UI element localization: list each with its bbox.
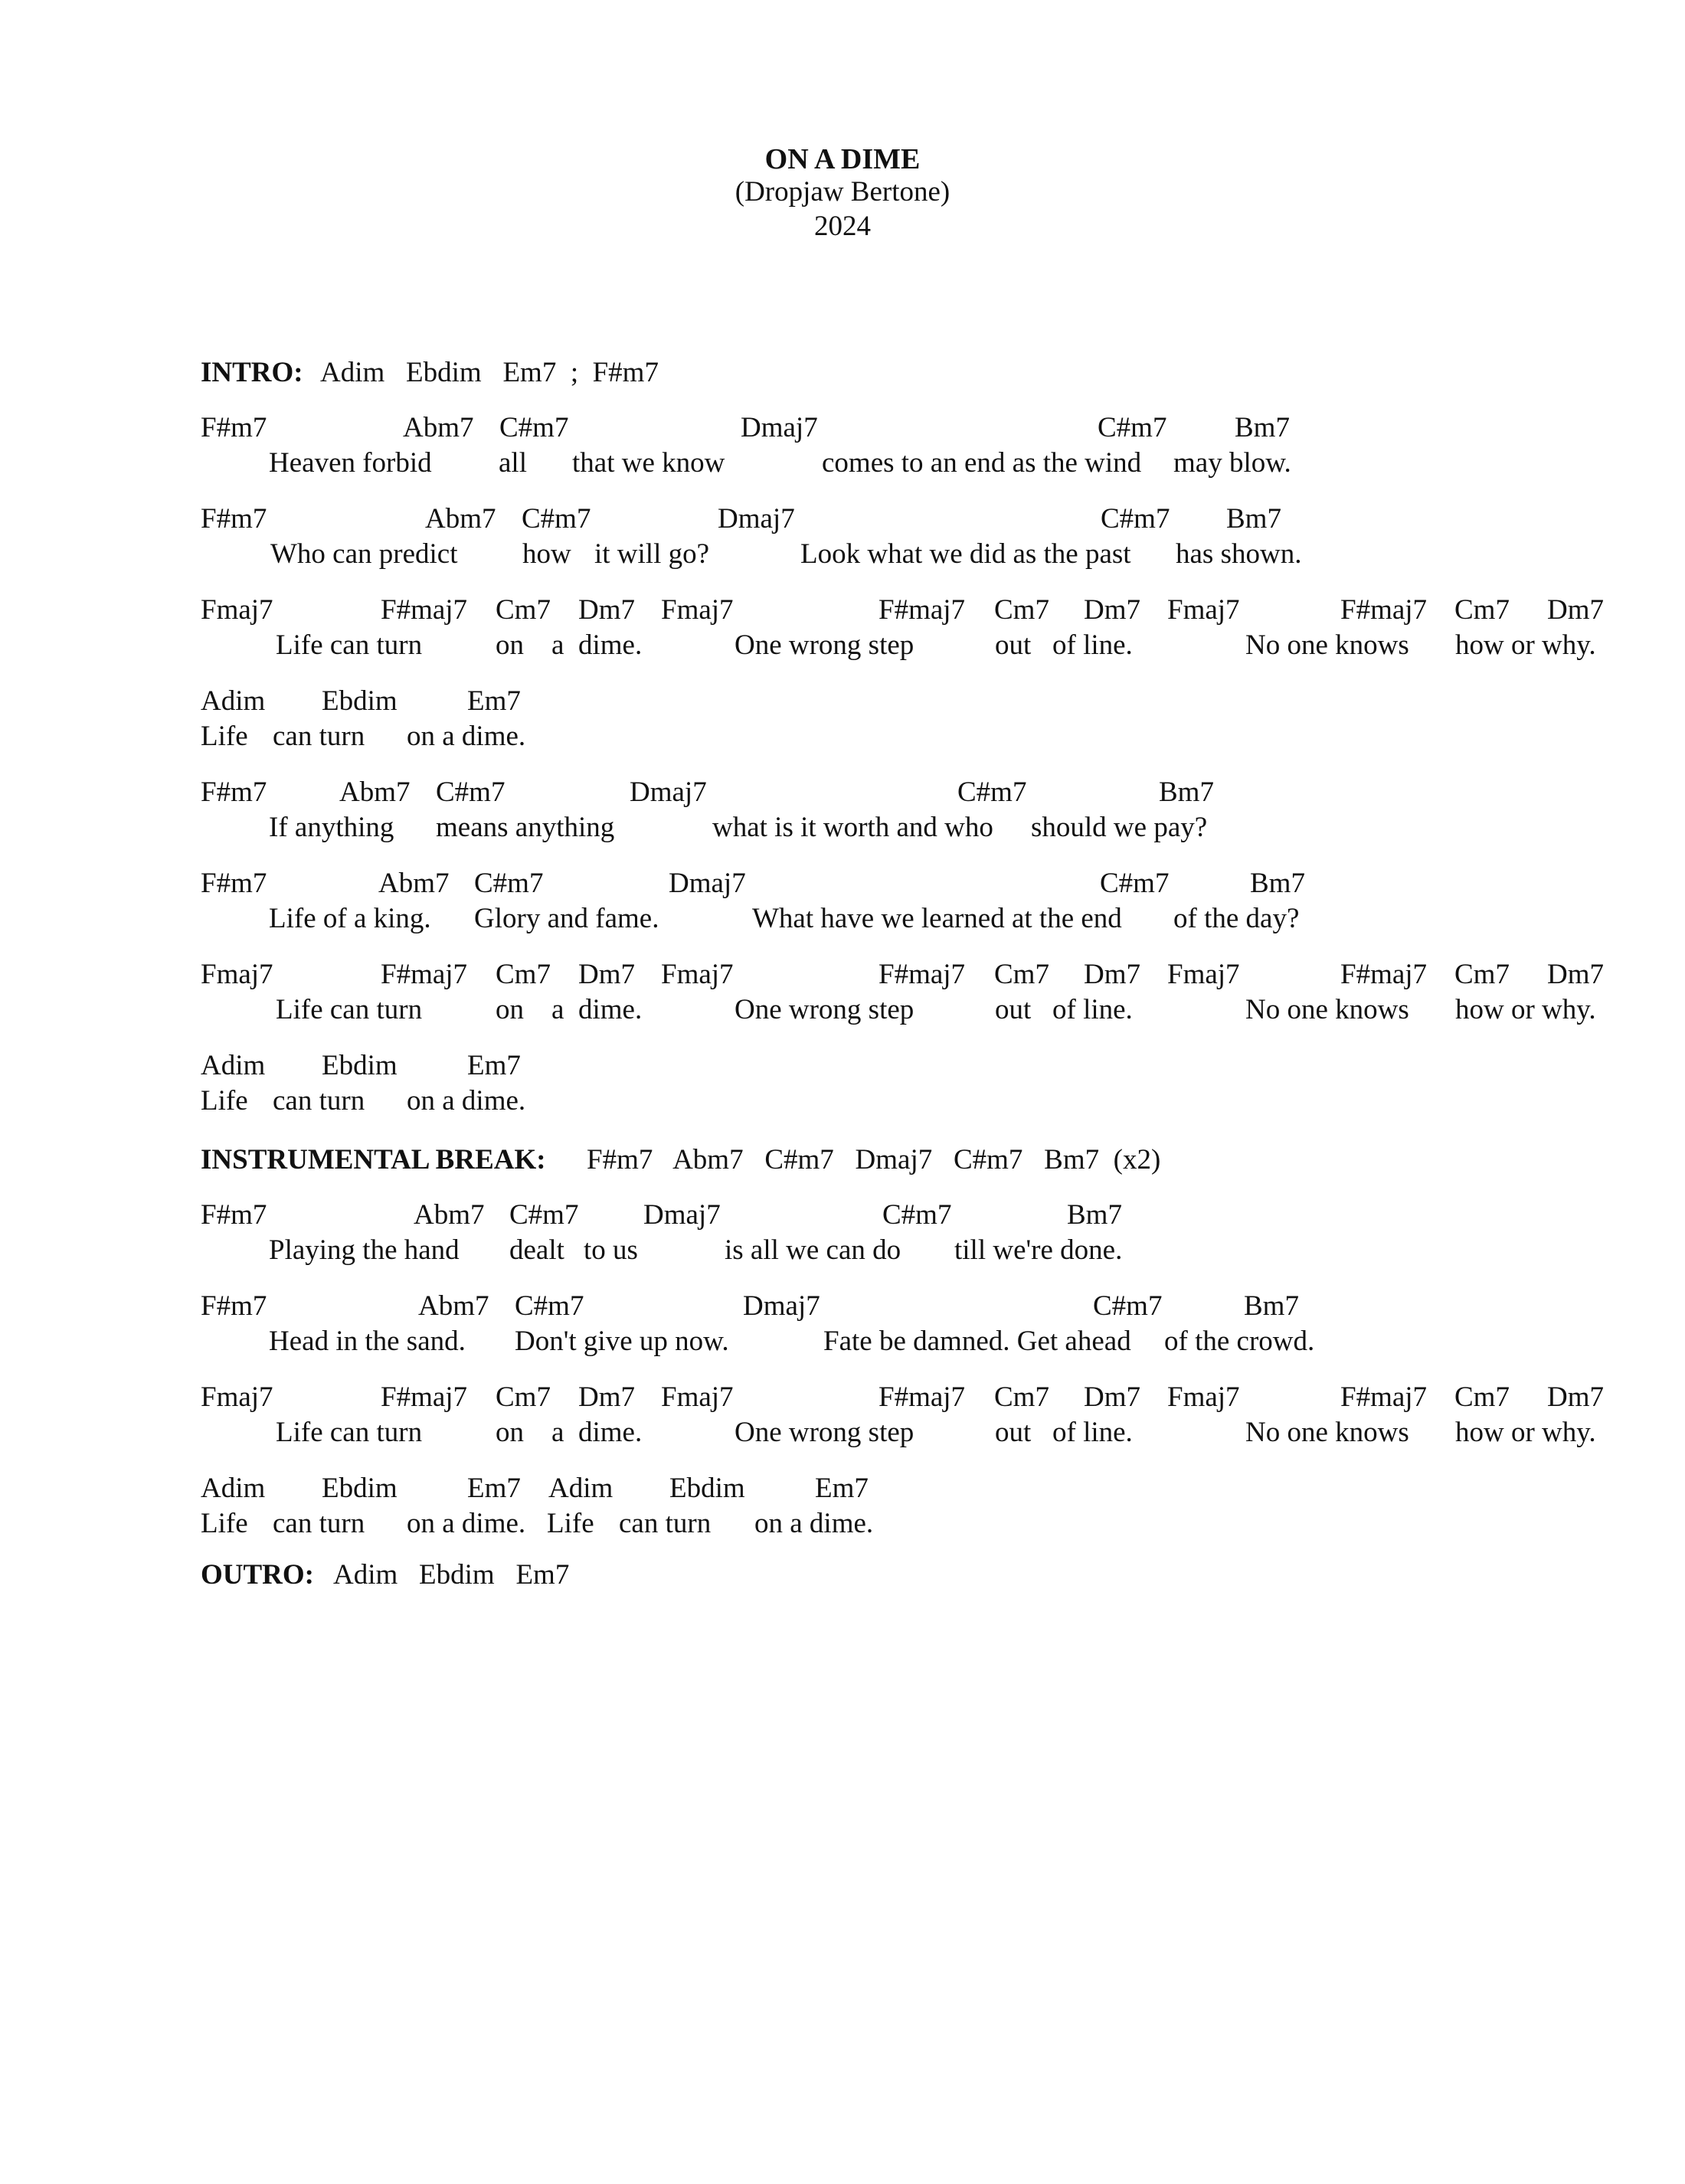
chord: Cm7: [496, 1381, 551, 1413]
chord: Ebdim: [322, 1050, 398, 1081]
lyric: comes to an end as the wind: [822, 447, 1142, 479]
lyric: how or why.: [1455, 629, 1596, 661]
chord: Dmaj7: [669, 868, 746, 899]
lyric: out: [995, 629, 1032, 661]
chord: Abm7: [414, 1199, 485, 1231]
song-title: ON A DIME: [764, 143, 921, 175]
chord: Fmaj7: [661, 1381, 734, 1413]
chord-line: [0, 1198, 1685, 1232]
lyric: No one knows: [1245, 629, 1409, 661]
lyric: to us: [584, 1234, 638, 1266]
chord-line: [0, 502, 1685, 536]
lyric: may blow.: [1173, 447, 1291, 479]
song-year: 2024: [814, 211, 871, 242]
chord: Cm7: [496, 959, 551, 990]
lyric: dime.: [578, 994, 643, 1025]
lyric: Playing the hand: [269, 1234, 460, 1266]
chord: Dm7: [1547, 1381, 1604, 1413]
chord: Ebdim: [322, 1473, 398, 1504]
chord-line: [0, 593, 1685, 627]
lyric: Life can turn: [276, 994, 423, 1025]
chord: F#m7: [201, 1290, 267, 1322]
chord: Fmaj7: [201, 1381, 273, 1413]
lyric: of the day?: [1173, 903, 1300, 934]
chord: Fmaj7: [661, 959, 734, 990]
lyric: how or why.: [1455, 994, 1596, 1025]
song-artist: (Dropjaw Bertone): [735, 176, 950, 208]
lyric: One wrong step: [735, 1417, 914, 1448]
chord: Cm7: [994, 594, 1049, 626]
lyric: of line.: [1052, 1417, 1133, 1448]
chord: Adim: [201, 1473, 266, 1504]
lyric: of line.: [1052, 994, 1133, 1025]
chord: Cm7: [994, 959, 1049, 990]
lyric: can turn: [273, 1085, 365, 1117]
chord: C#m7: [1100, 868, 1170, 899]
lyric: Life: [201, 1508, 248, 1539]
chord: Cm7: [994, 1381, 1049, 1413]
chord: C#m7: [1093, 1290, 1163, 1322]
chord: Dmaj7: [643, 1199, 721, 1231]
chord: F#maj7: [381, 594, 468, 626]
lyric: what is it worth and who: [712, 812, 993, 843]
chord: Bm7: [1244, 1290, 1299, 1322]
instrumental-break-line: [0, 1143, 1685, 1177]
lyric: One wrong step: [735, 994, 914, 1025]
lyric: Life can turn: [276, 629, 423, 661]
chord-line: [0, 1381, 1685, 1414]
chord: F#m7: [201, 1199, 267, 1231]
lyric-line: [0, 446, 1685, 480]
chord: C#m7: [882, 1199, 952, 1231]
lyric: No one knows: [1245, 994, 1409, 1025]
chord: Dm7: [1084, 959, 1140, 990]
chord: Dmaj7: [743, 1290, 820, 1322]
chord-line: [0, 1472, 1685, 1506]
chord: Ebdim: [669, 1473, 745, 1504]
lyric: Heaven forbid: [269, 447, 432, 479]
chord: Fmaj7: [1167, 1381, 1240, 1413]
intro-label: INTRO:: [201, 357, 303, 388]
chord: C#m7: [499, 412, 569, 443]
chord: F#maj7: [878, 959, 966, 990]
lyric: Life of a king.: [269, 903, 431, 934]
chord: C#m7: [522, 503, 591, 535]
chord: Fmaj7: [1167, 594, 1240, 626]
chord: Bm7: [1226, 503, 1281, 535]
lyric: dealt: [509, 1234, 564, 1266]
chord: Adim: [201, 1050, 266, 1081]
chord: Dm7: [578, 1381, 635, 1413]
chord: Cm7: [1454, 594, 1510, 626]
chord-line: [0, 867, 1685, 901]
lyric-line: [0, 902, 1685, 936]
lyric: means anything: [436, 812, 615, 843]
lyric: Head in the sand.: [269, 1326, 466, 1357]
lyric: it will go?: [594, 538, 710, 570]
chord: Dmaj7: [630, 776, 707, 808]
chord: F#maj7: [381, 959, 468, 990]
lyric: has shown.: [1176, 538, 1302, 570]
lyric: on a dime.: [407, 721, 526, 752]
lyric: out: [995, 1417, 1032, 1448]
lyric-line: [0, 811, 1685, 845]
chord-line: [0, 411, 1685, 445]
lyric: a: [551, 629, 564, 661]
chord: Adim: [548, 1473, 613, 1504]
lyric: Look what we did as the past: [800, 538, 1131, 570]
outro-chords: Adim Ebdim Em7: [333, 1559, 570, 1591]
lyric: how or why.: [1455, 1417, 1596, 1448]
chord: Cm7: [1454, 1381, 1510, 1413]
lyric: on a dime.: [407, 1085, 526, 1117]
lyric: Life can turn: [276, 1417, 423, 1448]
lyric: Life: [201, 721, 248, 752]
chord: Bm7: [1235, 412, 1290, 443]
lyric: No one knows: [1245, 1417, 1409, 1448]
chord: Dmaj7: [741, 412, 818, 443]
chord: Bm7: [1159, 776, 1214, 808]
chord: C#m7: [515, 1290, 584, 1322]
chord: Em7: [467, 1473, 521, 1504]
lyric: Fate be damned. Get ahead: [823, 1326, 1131, 1357]
chord: Dm7: [1547, 959, 1604, 990]
break-chords: F#m7 Abm7 C#m7 Dmaj7 C#m7 Bm7 (x2): [587, 1144, 1161, 1175]
lyric: how: [522, 538, 571, 570]
intro-chords: Adim Ebdim Em7 ; F#m7: [320, 357, 659, 388]
lyric: Don't give up now.: [515, 1326, 729, 1357]
chord: Ebdim: [322, 685, 398, 717]
lyric: on a dime.: [407, 1508, 526, 1539]
lyric: can turn: [619, 1508, 712, 1539]
lyric: Life: [201, 1085, 248, 1117]
lyric: of the crowd.: [1164, 1326, 1315, 1357]
outro-line: [0, 1558, 1685, 1592]
chord-line: [0, 776, 1685, 809]
chord: F#m7: [201, 868, 267, 899]
lyric: If anything: [269, 812, 394, 843]
lyric: can turn: [273, 1508, 365, 1539]
chord: Adim: [201, 685, 266, 717]
lyric: should we pay?: [1031, 812, 1208, 843]
lyric: dime.: [578, 1417, 643, 1448]
chord: Abm7: [418, 1290, 489, 1322]
chord: Dm7: [1084, 1381, 1140, 1413]
chord: F#m7: [201, 412, 267, 443]
chord: C#m7: [1098, 412, 1167, 443]
chord: Bm7: [1250, 868, 1305, 899]
chord: F#maj7: [878, 594, 966, 626]
chord: Abm7: [378, 868, 450, 899]
chord: C#m7: [509, 1199, 579, 1231]
lyric-line: [0, 1084, 1685, 1118]
chord: C#m7: [436, 776, 506, 808]
lyric: till we're done.: [954, 1234, 1123, 1266]
lyric: of line.: [1052, 629, 1133, 661]
lyric-line: [0, 1507, 1685, 1541]
chord: Dm7: [578, 594, 635, 626]
lyric-line: [0, 720, 1685, 754]
chord: Fmaj7: [201, 959, 273, 990]
chord: C#m7: [1101, 503, 1170, 535]
chord: Fmaj7: [1167, 959, 1240, 990]
chord: F#maj7: [1340, 959, 1428, 990]
chord: C#m7: [957, 776, 1027, 808]
lyric: Who can predict: [270, 538, 458, 570]
lyric: can turn: [273, 721, 365, 752]
lyric: Glory and fame.: [474, 903, 659, 934]
chord: C#m7: [474, 868, 544, 899]
lyric: on: [496, 1417, 524, 1448]
chord-line: [0, 1049, 1685, 1083]
chord: Dm7: [578, 959, 635, 990]
lyric: a: [551, 994, 564, 1025]
lyric: What have we learned at the end: [752, 903, 1122, 934]
chord: F#m7: [201, 503, 267, 535]
lyric: is all we can do: [725, 1234, 901, 1266]
lyric: on: [496, 994, 524, 1025]
chord: Dm7: [1084, 594, 1140, 626]
lyric: on a dime.: [754, 1508, 874, 1539]
chord: F#maj7: [1340, 594, 1428, 626]
chord: Fmaj7: [661, 594, 734, 626]
lyric-line: [0, 629, 1685, 662]
chord: Abm7: [403, 412, 474, 443]
lyric-line: [0, 993, 1685, 1027]
lyric: that we know: [572, 447, 725, 479]
chord: F#m7: [201, 776, 267, 808]
chord: Em7: [815, 1473, 869, 1504]
chord: F#maj7: [878, 1381, 966, 1413]
lyric: out: [995, 994, 1032, 1025]
chord: F#maj7: [1340, 1381, 1428, 1413]
lyric-line: [0, 1416, 1685, 1450]
chord-line: [0, 1290, 1685, 1323]
lyric-line: [0, 1234, 1685, 1267]
chord-line: [0, 685, 1685, 718]
lyric: dime.: [578, 629, 643, 661]
chord: Dmaj7: [718, 503, 795, 535]
chord: F#maj7: [381, 1381, 468, 1413]
chord: Em7: [467, 1050, 521, 1081]
lyric: a: [551, 1417, 564, 1448]
lyric: One wrong step: [735, 629, 914, 661]
chord: Cm7: [496, 594, 551, 626]
lyric-line: [0, 1325, 1685, 1358]
break-label: INSTRUMENTAL BREAK:: [201, 1144, 546, 1175]
lyric: Life: [547, 1508, 594, 1539]
chord: Cm7: [1454, 959, 1510, 990]
chord-line: [0, 958, 1685, 992]
lyric: on: [496, 629, 524, 661]
chord: Bm7: [1067, 1199, 1122, 1231]
lyric-line: [0, 538, 1685, 571]
chord: Em7: [467, 685, 521, 717]
chord: Abm7: [339, 776, 411, 808]
outro-label: OUTRO:: [201, 1559, 314, 1591]
intro-line: [0, 356, 1685, 390]
lyric: all: [499, 447, 527, 479]
chord: Dm7: [1547, 594, 1604, 626]
chord: Abm7: [425, 503, 496, 535]
chord: Fmaj7: [201, 594, 273, 626]
